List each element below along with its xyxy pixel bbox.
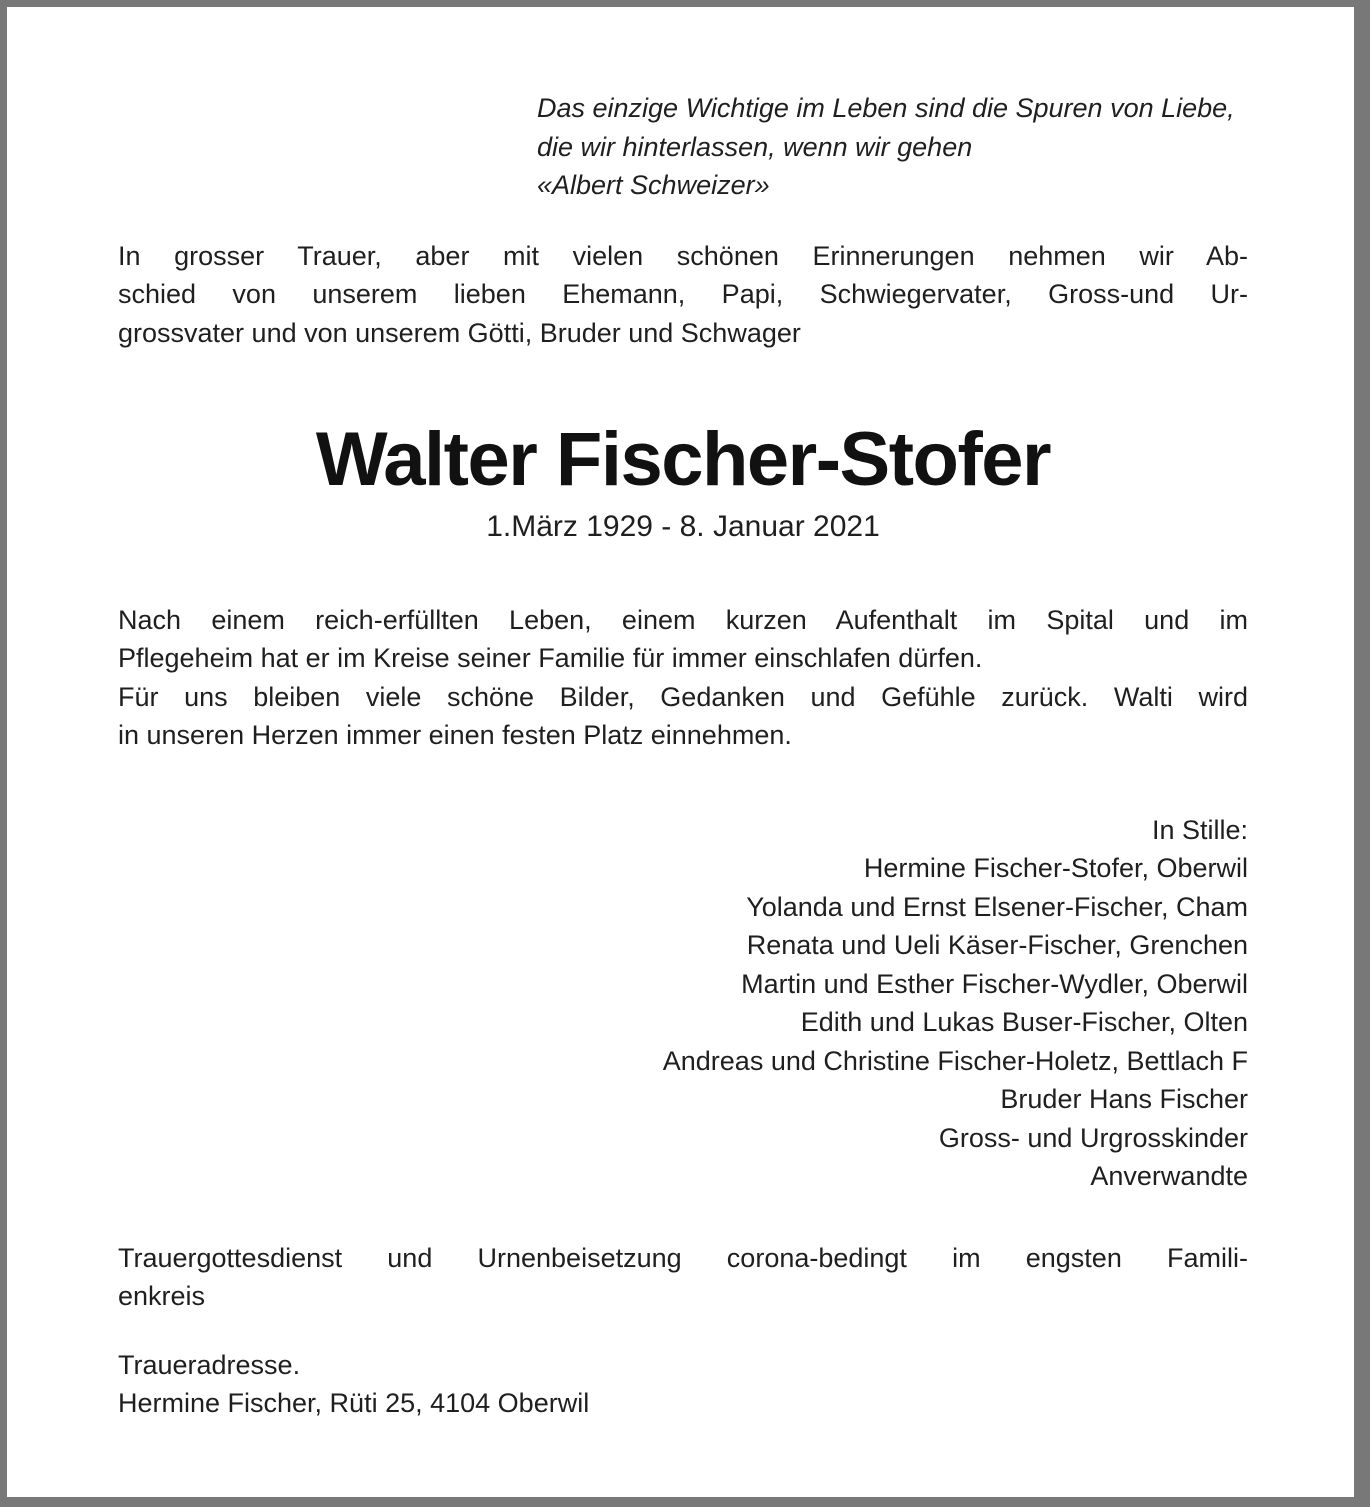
- address-label: Traueradresse.: [118, 1349, 301, 1380]
- deceased-name: Walter Fischer-Stofer: [315, 417, 1051, 502]
- mourners-heading: In Stille:: [1151, 814, 1248, 845]
- funeral-line: Trauergottesdienst und Urnenbeisetzung corona-bedingt im engsten Famili-: [118, 1242, 1248, 1273]
- funeral-line: enkreis: [118, 1281, 206, 1311]
- intro-line: grossvater und von unserem Götti, Bruder und Schwager: [118, 317, 801, 348]
- mourner-line: Bruder Hans Fischer: [1000, 1084, 1248, 1114]
- mourner-line: Andreas und Christine Fischer-Holetz, Bettlach F: [662, 1045, 1248, 1076]
- intro-paragraph: [118, 237, 1248, 353]
- mourner-line: Edith und Lukas Buser-Fischer, Olten: [800, 1007, 1248, 1037]
- mourner-line: Yolanda und Ernst Elsener-Fischer, Cham: [746, 891, 1248, 922]
- mourners-list: [118, 811, 1248, 1196]
- body-line: Nach einem reich-erfüllten Leben, einem kurzen Aufenthalt im Spital und im: [118, 604, 1248, 635]
- intro-line: schied von unserem lieben Ehemann, Papi, Schwiegervater, Gross-und Ur-: [118, 279, 1248, 309]
- address-value: Hermine Fischer, Rüti 25, 4104 Oberwil: [118, 1388, 590, 1418]
- body-paragraph-1: [118, 601, 1248, 678]
- quote-attribution: «Albert Schweizer»: [537, 170, 770, 200]
- body-line: in unseren Herzen immer einen festen Platz einnehmen.: [118, 720, 792, 750]
- life-dates: 1.März 1929 - 8. Januar 2021: [486, 510, 880, 543]
- quote-line: die wir hinterlassen, wenn wir gehen: [537, 131, 973, 162]
- mourner-line: Gross- und Urgrosskinder: [938, 1122, 1248, 1153]
- quote-block: [537, 89, 1248, 205]
- funeral-info: [118, 1239, 1248, 1316]
- body-paragraph-2: [118, 678, 1248, 755]
- notice-content: [7, 7, 1354, 1423]
- mourner-line: Anverwandte: [1090, 1161, 1248, 1191]
- body-line: Für uns bleiben viele schöne Bilder, Gedanken und Gefühle zurück. Walti wird: [118, 681, 1248, 712]
- intro-line: In grosser Trauer, aber mit vielen schönen Erinnerungen nehmen wir Ab-: [118, 240, 1248, 271]
- mourner-line: Renata und Ueli Käser-Fischer, Grenchen: [746, 930, 1248, 960]
- body-line: Pflegeheim hat er im Kreise seiner Familie für immer einschlafen dürfen.: [118, 643, 983, 673]
- mourning-address: [118, 1346, 1248, 1423]
- quote-line: Das einzige Wichtige im Leben sind die Spuren von Liebe,: [537, 93, 1235, 123]
- mourner-line: Hermine Fischer-Stofer, Oberwil: [863, 853, 1248, 883]
- mourner-line: Martin und Esther Fischer-Wydler, Oberwil: [741, 968, 1248, 999]
